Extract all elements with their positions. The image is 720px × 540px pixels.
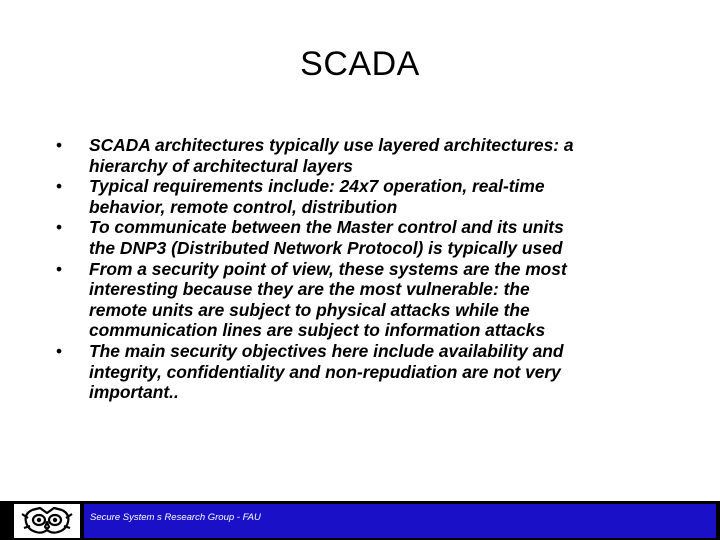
bullet-item [56,217,666,258]
bullet-line: remote units are subject to physical attacks while the [89,299,530,320]
bullet-item [56,135,666,176]
slide-title: SCADA [300,45,420,83]
fau-owl-logo-icon [14,504,80,538]
bullet-dot-icon: • [56,217,63,238]
bullet-line: integrity, confidentiality and non-repudiation are not very [89,361,561,382]
bullet-line: From a security point of view, these systems are the most [89,258,567,279]
bullet-line: hierarchy of architectural layers [89,155,353,176]
footer-logo-box [14,504,80,538]
bullet-line: communication lines are subject to information attacks [89,320,546,341]
bullet-line: The main security objectives here include availability and [89,340,564,361]
bullet-line: the DNP3 (Distributed Network Protocol) is typically used [89,237,563,258]
bullet-line: important.. [89,382,179,403]
bullet-item [56,259,666,341]
bullet-dot-icon: • [56,258,63,279]
bullet-dot-icon: • [56,340,63,361]
bullet-item [56,176,666,217]
bullet-line: interesting because they are the most vulnerable: the [89,279,530,300]
bullet-line: SCADA architectures typically use layered architectures: a [89,135,574,155]
footer-panel [84,504,716,538]
bullet-list [56,135,666,403]
bullet-item [56,341,666,403]
bullet-line: behavior, remote control, distribution [89,196,398,217]
footer-text: Secure System s Research Group - FAU [90,512,261,523]
bullet-line: Typical requirements include: 24x7 operation, real-time [89,176,545,197]
bullet-dot-icon: • [56,176,63,197]
bullet-dot-icon: • [56,135,63,155]
bullet-line: To communicate between the Master control and its units [89,217,564,238]
